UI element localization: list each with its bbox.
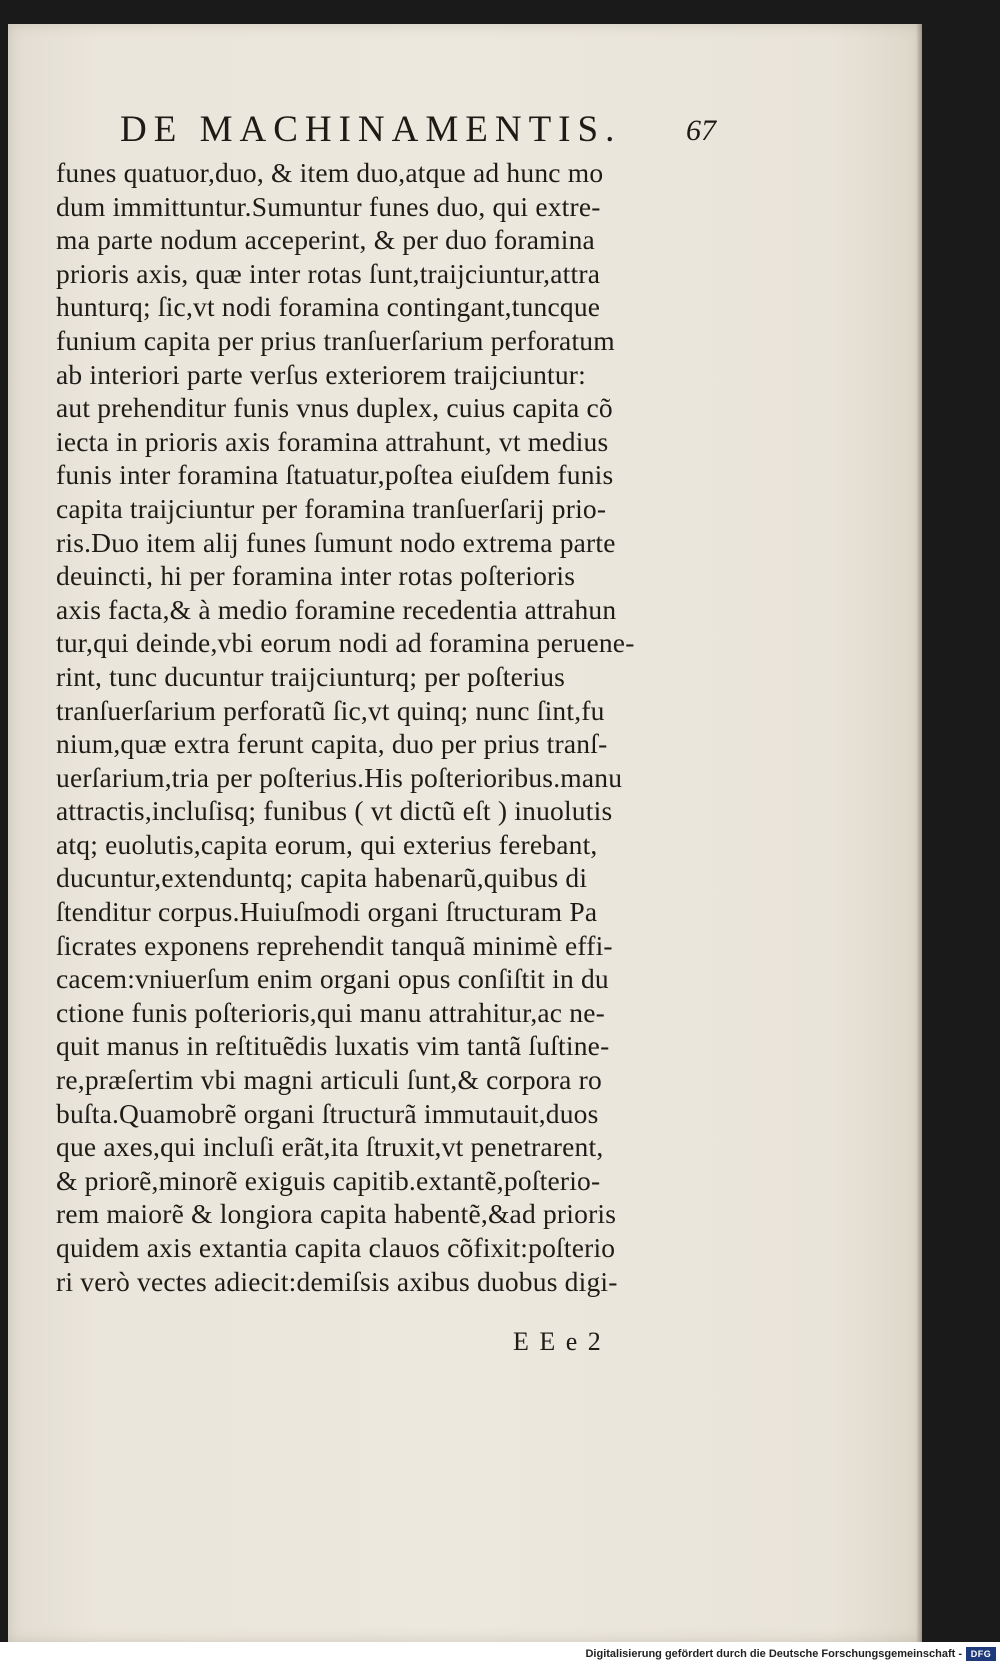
text-line: buſta.Quamobrẽ organi ſtructurã immutauit,duos (56, 1097, 599, 1129)
text-line: ſicrates exponens reprehendit tanquã minimè effi- (56, 929, 613, 961)
text-line: re,præſertim vbi magni articuli ſunt,& corpora ro (56, 1064, 602, 1096)
text-line: atq; euolutis,capita eorum, qui exterius ferebant, (56, 828, 598, 860)
text-line: cacem:vniuerſum enim organi opus conſiſtit in du (56, 963, 609, 995)
funding-credit: Digitalisierung gefördert durch die Deutsche Forschungsgemeinschaft - (585, 1648, 962, 1660)
text-line: ab interiori parte verſus exteriorem traijciuntur: (56, 358, 587, 390)
digitization-footer (0, 1642, 1000, 1670)
text-line: prioris axis, quæ inter rotas ſunt,traijciuntur,attra (56, 257, 601, 289)
dfg-logo-icon: DFG (966, 1647, 996, 1661)
text-line: funis inter foramina ſtatuatur,poſtea eiuſdem funis (56, 459, 614, 491)
text-line: capita traijciuntur per foramina tranſuerſarij prio- (56, 492, 607, 524)
text-line: axis facta,& à medio foramine recedentia attrahun (56, 593, 617, 625)
text-line: aut prehenditur funis vnus duplex, cuius capita cõ (56, 392, 613, 424)
text-line: quit manus in reſtituẽdis luxatis vim tantã ſuſtine- (56, 1030, 610, 1062)
text-line: ſtenditur corpus.Huiuſmodi organi ſtructuram Pa (56, 896, 598, 928)
text-line: rem maiorẽ & longiora capita habentẽ,&ad prioris (56, 1198, 617, 1230)
running-head (0, 108, 1000, 152)
text-line: tranſuerſarium perforatũ ſic,vt quinq; nunc ſint,fu (56, 694, 605, 726)
signature-mark: E E e 2 (513, 1327, 603, 1356)
page-edge-shadow (916, 24, 922, 1642)
text-line: uerſarium,tria per poſterius.His poſterioribus.manu (56, 761, 623, 793)
text-line: ctione funis poſterioris,qui manu attrahitur,ac ne- (56, 996, 606, 1028)
text-line: hunturq; ſic,vt nodi foramina contingant,tuncque (56, 291, 601, 323)
text-line: funes quatuor,duo, & item duo,atque ad hunc mo (56, 157, 604, 188)
running-title: DE MACHINAMENTIS. (120, 109, 622, 150)
text-line: deuincti, hi per foramina inter rotas poſterioris (56, 560, 576, 592)
text-line: rint, tunc ducuntur traijciunturq; per poſterius (56, 660, 566, 692)
text-line: iecta in prioris axis foramina attrahunt, vt medius (56, 425, 609, 457)
text-line: ris.Duo item alij funes ſumunt nodo extrema parte (56, 526, 616, 558)
text-line: tur,qui deinde,vbi eorum nodi ad foramina peruene- (56, 627, 635, 659)
text-line: ma parte nodum acceperint, & per duo foramina (56, 224, 595, 256)
text-line: ducuntur,extenduntq; capita habenarũ,quibus di (56, 862, 588, 894)
text-line: dum immittuntur.Sumuntur funes duo, qui extre- (56, 190, 601, 222)
text-line: & priorẽ,minorẽ exiguis capitib.extantẽ,poſterio- (56, 1164, 601, 1196)
text-line: ri verò vectes adiecit:demiſsis axibus duobus digi- (56, 1265, 618, 1297)
text-line: attractis,incluſisq; funibus ( vt dictũ eſt ) inuolutis (56, 795, 613, 827)
text-line: nium,quæ extra ferunt capita, duo per prius tranſ- (56, 728, 608, 760)
page-number: 67 (686, 114, 716, 147)
body-text (56, 156, 726, 1298)
text-line: que axes,qui incluſi erãt,ita ſtruxit,vt penetrarent, (56, 1131, 604, 1163)
text-line: funium capita per prius tranſuerſarium perforatum (56, 324, 615, 356)
text-line: quidem axis extantia capita clauos cõfixit:poſterio (56, 1232, 616, 1263)
